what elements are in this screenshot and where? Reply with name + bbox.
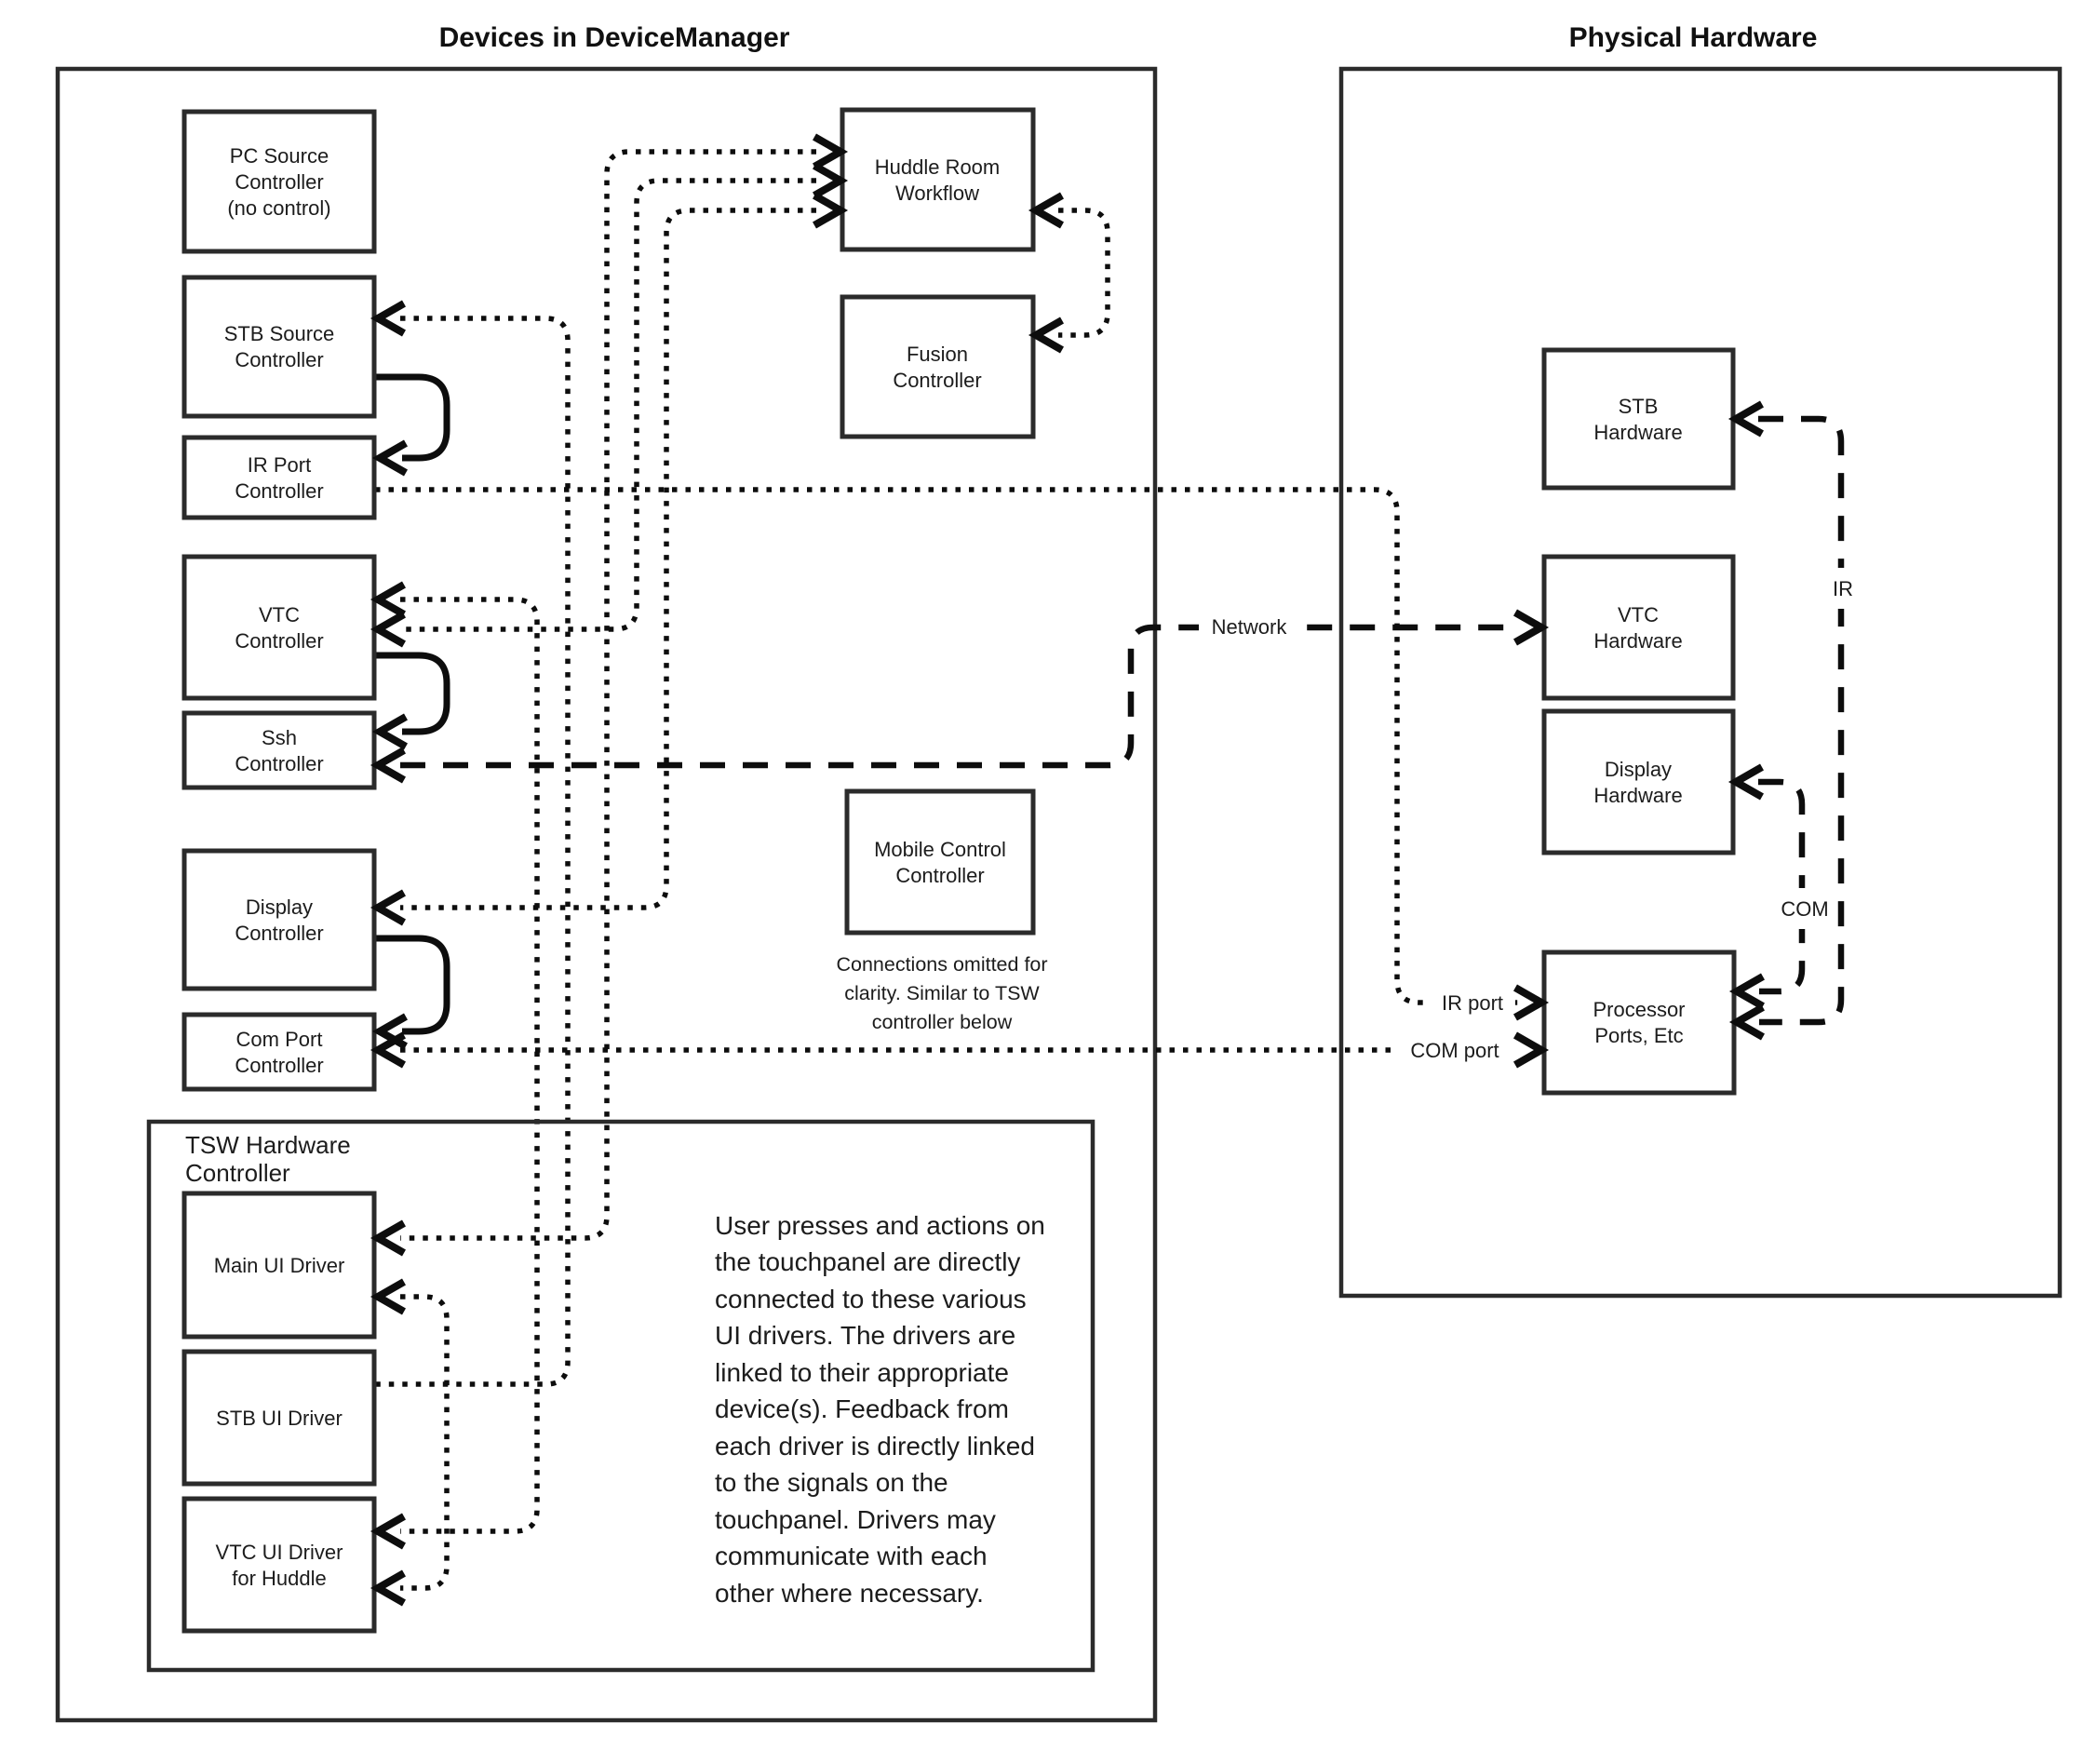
pc-source-controller: [184, 112, 374, 251]
arrow-into-huddle-1: [814, 137, 840, 167]
wire-vtcui-to-vtcctrl: [400, 599, 537, 1531]
wire-vtc-to-ssh-loop: [374, 655, 447, 732]
devices-title: Devices in DeviceManager: [438, 22, 790, 53]
arrow-into-huddle-3: [814, 195, 840, 225]
main-ui-driver: [184, 1193, 374, 1337]
tsw-paragraph-line3: connected to these various: [715, 1285, 1027, 1313]
vtc-ui-driver-line2: for Huddle: [232, 1567, 327, 1590]
processor-ports: [1544, 952, 1734, 1093]
ir-label: IR: [1833, 577, 1853, 600]
mobile-caption-line1: Connections omitted for: [836, 953, 1048, 976]
vtc-ui-driver-line1: VTC UI Driver: [215, 1541, 343, 1564]
display-controller-line2: Controller: [235, 922, 324, 945]
fusion-controller: [842, 297, 1033, 437]
arrow-into-processor-com-right: [1737, 976, 1763, 1006]
vtc-hardware: [1544, 557, 1733, 698]
arrow-into-main-ui-1: [378, 1223, 404, 1253]
display-hw-line2: Hardware: [1593, 784, 1683, 807]
tsw-paragraph-line7: each driver is directly linked: [715, 1432, 1035, 1461]
huddle-line2: Workflow: [894, 182, 980, 205]
display-hw-line1: Display: [1604, 758, 1673, 781]
arrow-into-vtc-hardware: [1515, 613, 1541, 642]
pc-source-line3: (no control): [227, 196, 331, 220]
stb-hardware: [1544, 350, 1733, 488]
tsw-label-line2: Controller: [185, 1159, 290, 1187]
main-ui-driver-label: Main UI Driver: [213, 1254, 345, 1277]
wire-huddle-fusion-loop: [1058, 210, 1108, 335]
wire-stbsource-to-irport-loop: [374, 377, 447, 458]
display-controller: [184, 851, 374, 989]
ir-port-line1: IR Port: [247, 453, 312, 477]
fusion-line1: Fusion: [906, 343, 969, 366]
ssh-controller-box: [184, 713, 374, 788]
wire-com-displayhw-to-processor: [1758, 782, 1802, 991]
stb-source-controller-box: [184, 277, 374, 416]
mobile-caption-line3: controller below: [871, 1011, 1013, 1033]
arrow-into-vtc-ui-1: [378, 1516, 404, 1546]
arrow-into-huddle-right: [1036, 195, 1062, 225]
processor-line2: Ports, Etc: [1594, 1024, 1684, 1047]
com-port-line2: Controller: [235, 1054, 324, 1077]
arrow-into-vtc-1: [378, 585, 404, 614]
tsw-paragraph-line1: User presses and actions on: [715, 1211, 1045, 1240]
stb-source-line1: STB Source: [223, 322, 335, 345]
display-hardware: [1544, 711, 1733, 853]
huddle-room-workflow-box: [842, 110, 1033, 249]
com-port-controller-box: [184, 1015, 374, 1089]
ir-port-controller: [184, 438, 374, 518]
huddle-line1: Huddle Room: [874, 155, 1001, 179]
vtc-controller-box: [184, 557, 374, 698]
stb-hw-line2: Hardware: [1593, 421, 1683, 444]
tsw-paragraph-line6: device(s). Feedback from: [715, 1394, 1009, 1423]
arrow-into-processor-ir-left: [1515, 988, 1541, 1017]
mobile-caption-line2: clarity. Similar to TSW: [844, 982, 1040, 1004]
arrow-into-processor-com-left: [1515, 1035, 1541, 1065]
arrow-into-ssh-solid: [380, 717, 406, 747]
network-label: Network: [1211, 615, 1287, 639]
tsw-paragraph-line2: the touchpanel are directly: [715, 1247, 1021, 1276]
arrow-into-stb-hardware: [1736, 404, 1762, 434]
arrow-into-huddle-2: [814, 166, 840, 195]
tsw-paragraph-line9: touchpanel. Drivers may: [715, 1505, 996, 1534]
arrow-into-com-port-dotted: [378, 1035, 404, 1065]
tsw-paragraph-line5: linked to their appropriate: [715, 1358, 1009, 1387]
tsw-paragraph: [715, 1211, 1045, 1608]
processor-line1: Processor: [1593, 998, 1686, 1021]
vtc-controller-line2: Controller: [235, 629, 324, 653]
stb-ui-driver-label: STB UI Driver: [216, 1407, 343, 1430]
com-label: COM: [1781, 897, 1829, 921]
com-port-line1: Com Port: [235, 1028, 323, 1051]
ssh-controller-line1: Ssh: [262, 726, 297, 749]
ir-port-line2: Controller: [235, 479, 324, 503]
physical-title: Physical Hardware: [1568, 22, 1818, 53]
stb-source-line2: Controller: [235, 348, 324, 371]
arrow-into-vtc-2: [378, 614, 404, 644]
fusion-controller-box: [842, 297, 1033, 437]
pc-source-line2: Controller: [235, 170, 324, 194]
com-port-label: COM port: [1410, 1039, 1499, 1062]
vtc-hw-line1: VTC: [1618, 603, 1659, 626]
ir-port-label: IR port: [1441, 991, 1504, 1015]
mobile-control-controller: [847, 791, 1033, 933]
ssh-controller: [184, 713, 374, 788]
ssh-controller-line2: Controller: [235, 752, 324, 775]
vtc-ui-driver: [184, 1499, 374, 1631]
vtc-controller-line1: VTC: [259, 603, 300, 626]
display-controller-line1: Display: [245, 895, 314, 919]
stb-ui-driver: [184, 1352, 374, 1484]
arrow-into-processor-ir-right: [1737, 1007, 1763, 1037]
mobile-line1: Mobile Control: [874, 838, 1006, 861]
huddle-room-workflow: [842, 110, 1033, 249]
arrow-into-fusion: [1036, 320, 1062, 350]
mobile-control-controller-box: [847, 791, 1033, 933]
tsw-paragraph-line4: UI drivers. The drivers are: [715, 1321, 1016, 1350]
stb-source-controller: [184, 277, 374, 416]
arrow-into-main-ui-2: [378, 1282, 404, 1312]
tsw-paragraph-line10: communicate with each: [715, 1542, 988, 1570]
arrow-into-ir-port: [380, 443, 406, 473]
vtc-ui-driver-box: [184, 1499, 374, 1631]
arrow-into-display-hardware: [1736, 767, 1762, 797]
wire-display-to-comport-loop: [374, 938, 447, 1031]
fusion-line2: Controller: [893, 369, 982, 392]
vtc-controller: [184, 557, 374, 698]
tsw-paragraph-line8: to the signals on the: [715, 1468, 948, 1497]
pc-source-line1: PC Source: [229, 144, 329, 168]
wire-mainui-to-huddle: [400, 152, 816, 1238]
stb-hw-line1: STB: [1618, 395, 1659, 418]
tsw-label-line1: TSW Hardware: [185, 1131, 351, 1159]
wire-mainui-vtcui-loop: [400, 1297, 447, 1588]
ir-port-controller-box: [184, 438, 374, 518]
tsw-paragraph-line11: other where necessary.: [715, 1579, 984, 1608]
arrow-into-vtc-ui-2: [378, 1573, 404, 1603]
display-controller-box: [184, 851, 374, 989]
arrow-into-display: [378, 893, 404, 922]
mobile-caption: [836, 953, 1047, 1033]
arrow-into-ssh-network: [378, 750, 404, 780]
vtc-hardware-box: [1544, 557, 1733, 698]
display-hardware-box: [1544, 711, 1733, 853]
com-port-controller: [184, 1015, 374, 1089]
vtc-hw-line2: Hardware: [1593, 629, 1683, 653]
mobile-line2: Controller: [895, 864, 985, 887]
arrow-into-stb-source: [378, 303, 404, 333]
processor-ports-box: [1544, 952, 1734, 1093]
stb-hardware-box: [1544, 350, 1733, 488]
